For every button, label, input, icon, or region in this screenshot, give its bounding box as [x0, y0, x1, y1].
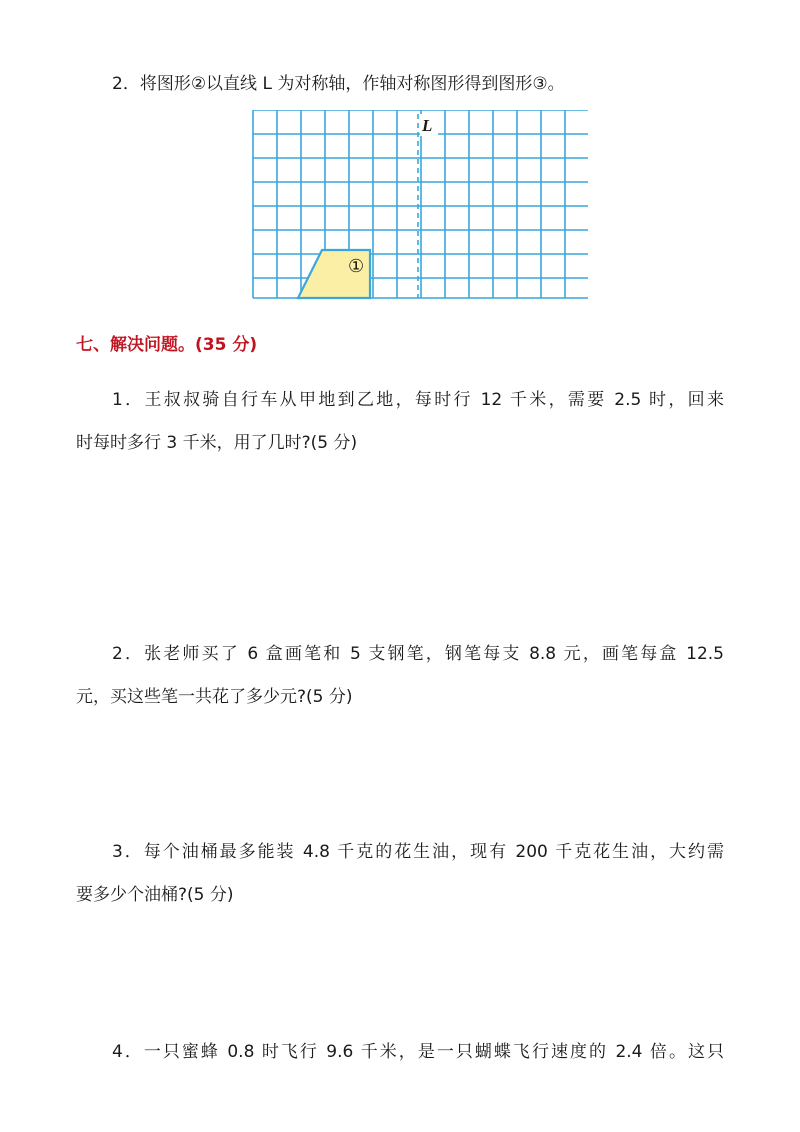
problem-3-line1: 3．每个油桶最多能装 4.8 千克的花生油，现有 200 千克花生油，大约需 [112, 842, 724, 862]
section-7-title: 七、解决问题。(35 分) [76, 335, 258, 355]
axis-label-l: L [422, 116, 433, 135]
problem-2-line1: 2．张老师买了 6 盒画笔和 5 支钢笔，钢笔每支 8.8 元，画笔每盒 12.5 [112, 644, 724, 664]
symmetry-grid [252, 110, 588, 300]
problem-4-line1: 4．一只蜜蜂 0.8 时飞行 9.6 千米，是一只蝴蝶飞行速度的 2.4 倍。这只 [112, 1042, 724, 1062]
problem-1-line1: 1．王叔叔骑自行车从甲地到乙地，每时行 12 千米，需要 2.5 时，回来 [112, 390, 724, 410]
problem-3-line2: 要多少个油桶?(5 分) [76, 885, 234, 905]
problem-1-line2: 时每时多行 3 千米，用了几时?(5 分) [76, 433, 358, 453]
problem-2-line2: 元，买这些笔一共花了多少元?(5 分) [76, 687, 353, 707]
shape-label: ① [348, 256, 365, 277]
q2-instruction: 2．将图形②以直线 L 为对称轴，作轴对称图形得到图形③。 [112, 74, 565, 94]
